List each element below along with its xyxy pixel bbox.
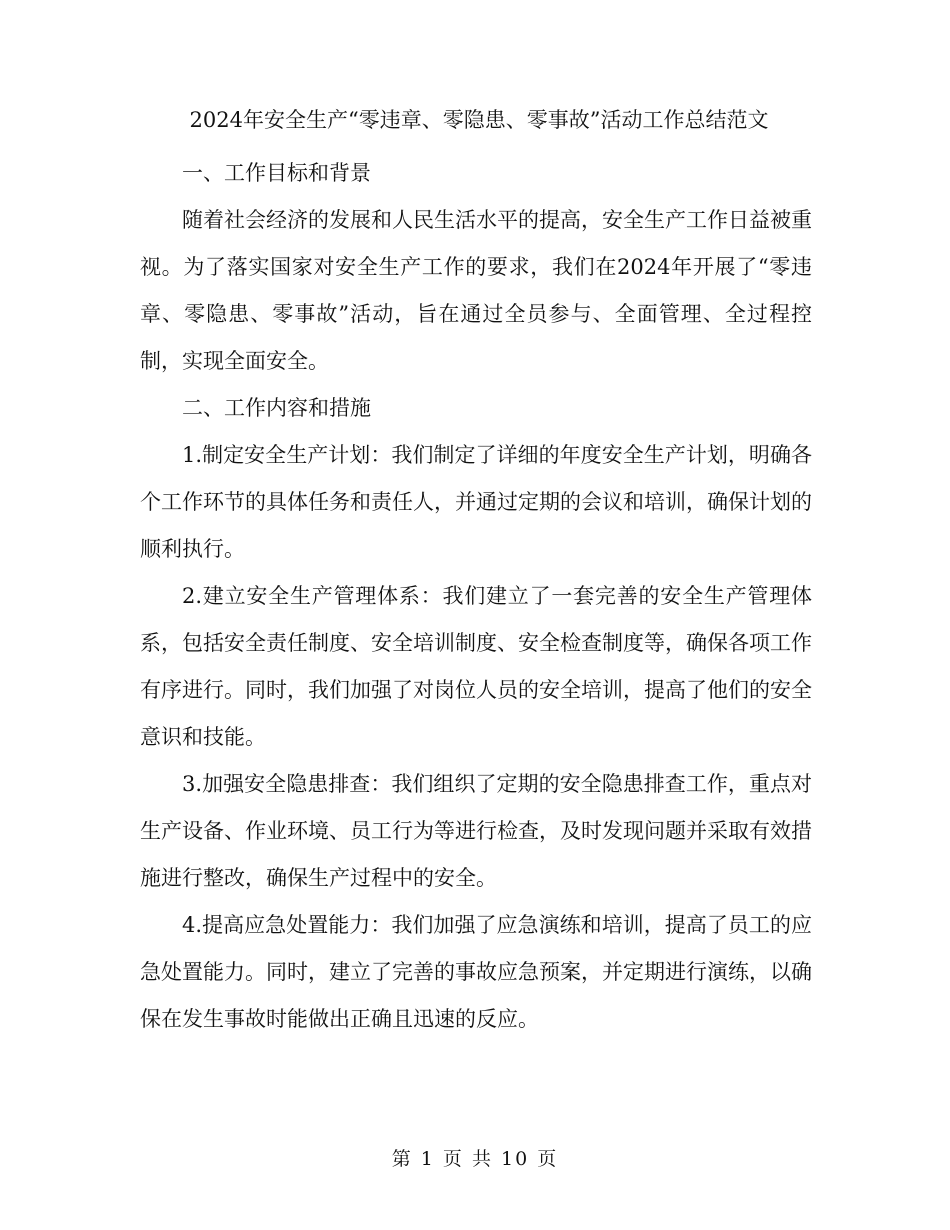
body-paragraph: 1.制定安全生产计划：我们制定了详细的年度安全生产计划，明确各个工作环节的具体任务和责任人，并通过定期的会议和培训，确保计划的顺利执行。 — [140, 443, 812, 561]
body-paragraph: 2.建立安全生产管理体系：我们建立了一套完善的安全生产管理体系，包括安全责任制度、安全培训制度、安全检查制度等，确保各项工作有序进行。同时，我们加强了对岗位人员的安全培训，提高了他们的安全意识和技能。 — [140, 584, 812, 749]
body-paragraph: 3.加强安全隐患排查：我们组织了定期的安全隐患排查工作，重点对生产设备、作业环境、员工行为等进行检查，及时发现问题并采取有效措施进行整改，确保生产过程中的安全。 — [140, 772, 812, 890]
document-title: 2024年安全生产“零违章、零隐患、零事故”活动工作总结范文 — [189, 108, 769, 132]
section-heading: 二、工作内容和措施 — [182, 396, 371, 420]
section-heading: 一、工作目标和背景 — [182, 161, 371, 185]
page-number: 第 1 页 共 10 页 — [391, 1148, 559, 1170]
body-paragraph: 随着社会经济的发展和人民生活水平的提高，安全生产工作日益被重视。为了落实国家对安全生产工作的要求，我们在2024年开展了“零违章、零隐患、零事故”活动，旨在通过全员参与、全面管理、全过程控制，实现全面安全。 — [140, 208, 812, 373]
document-body — [140, 150, 812, 1043]
body-paragraph: 4.提高应急处置能力：我们加强了应急演练和培训，提高了员工的应急处置能力。同时，建立了完善的事故应急预案，并定期进行演练，以确保在发生事故时能做出正确且迅速的反应。 — [140, 913, 812, 1031]
